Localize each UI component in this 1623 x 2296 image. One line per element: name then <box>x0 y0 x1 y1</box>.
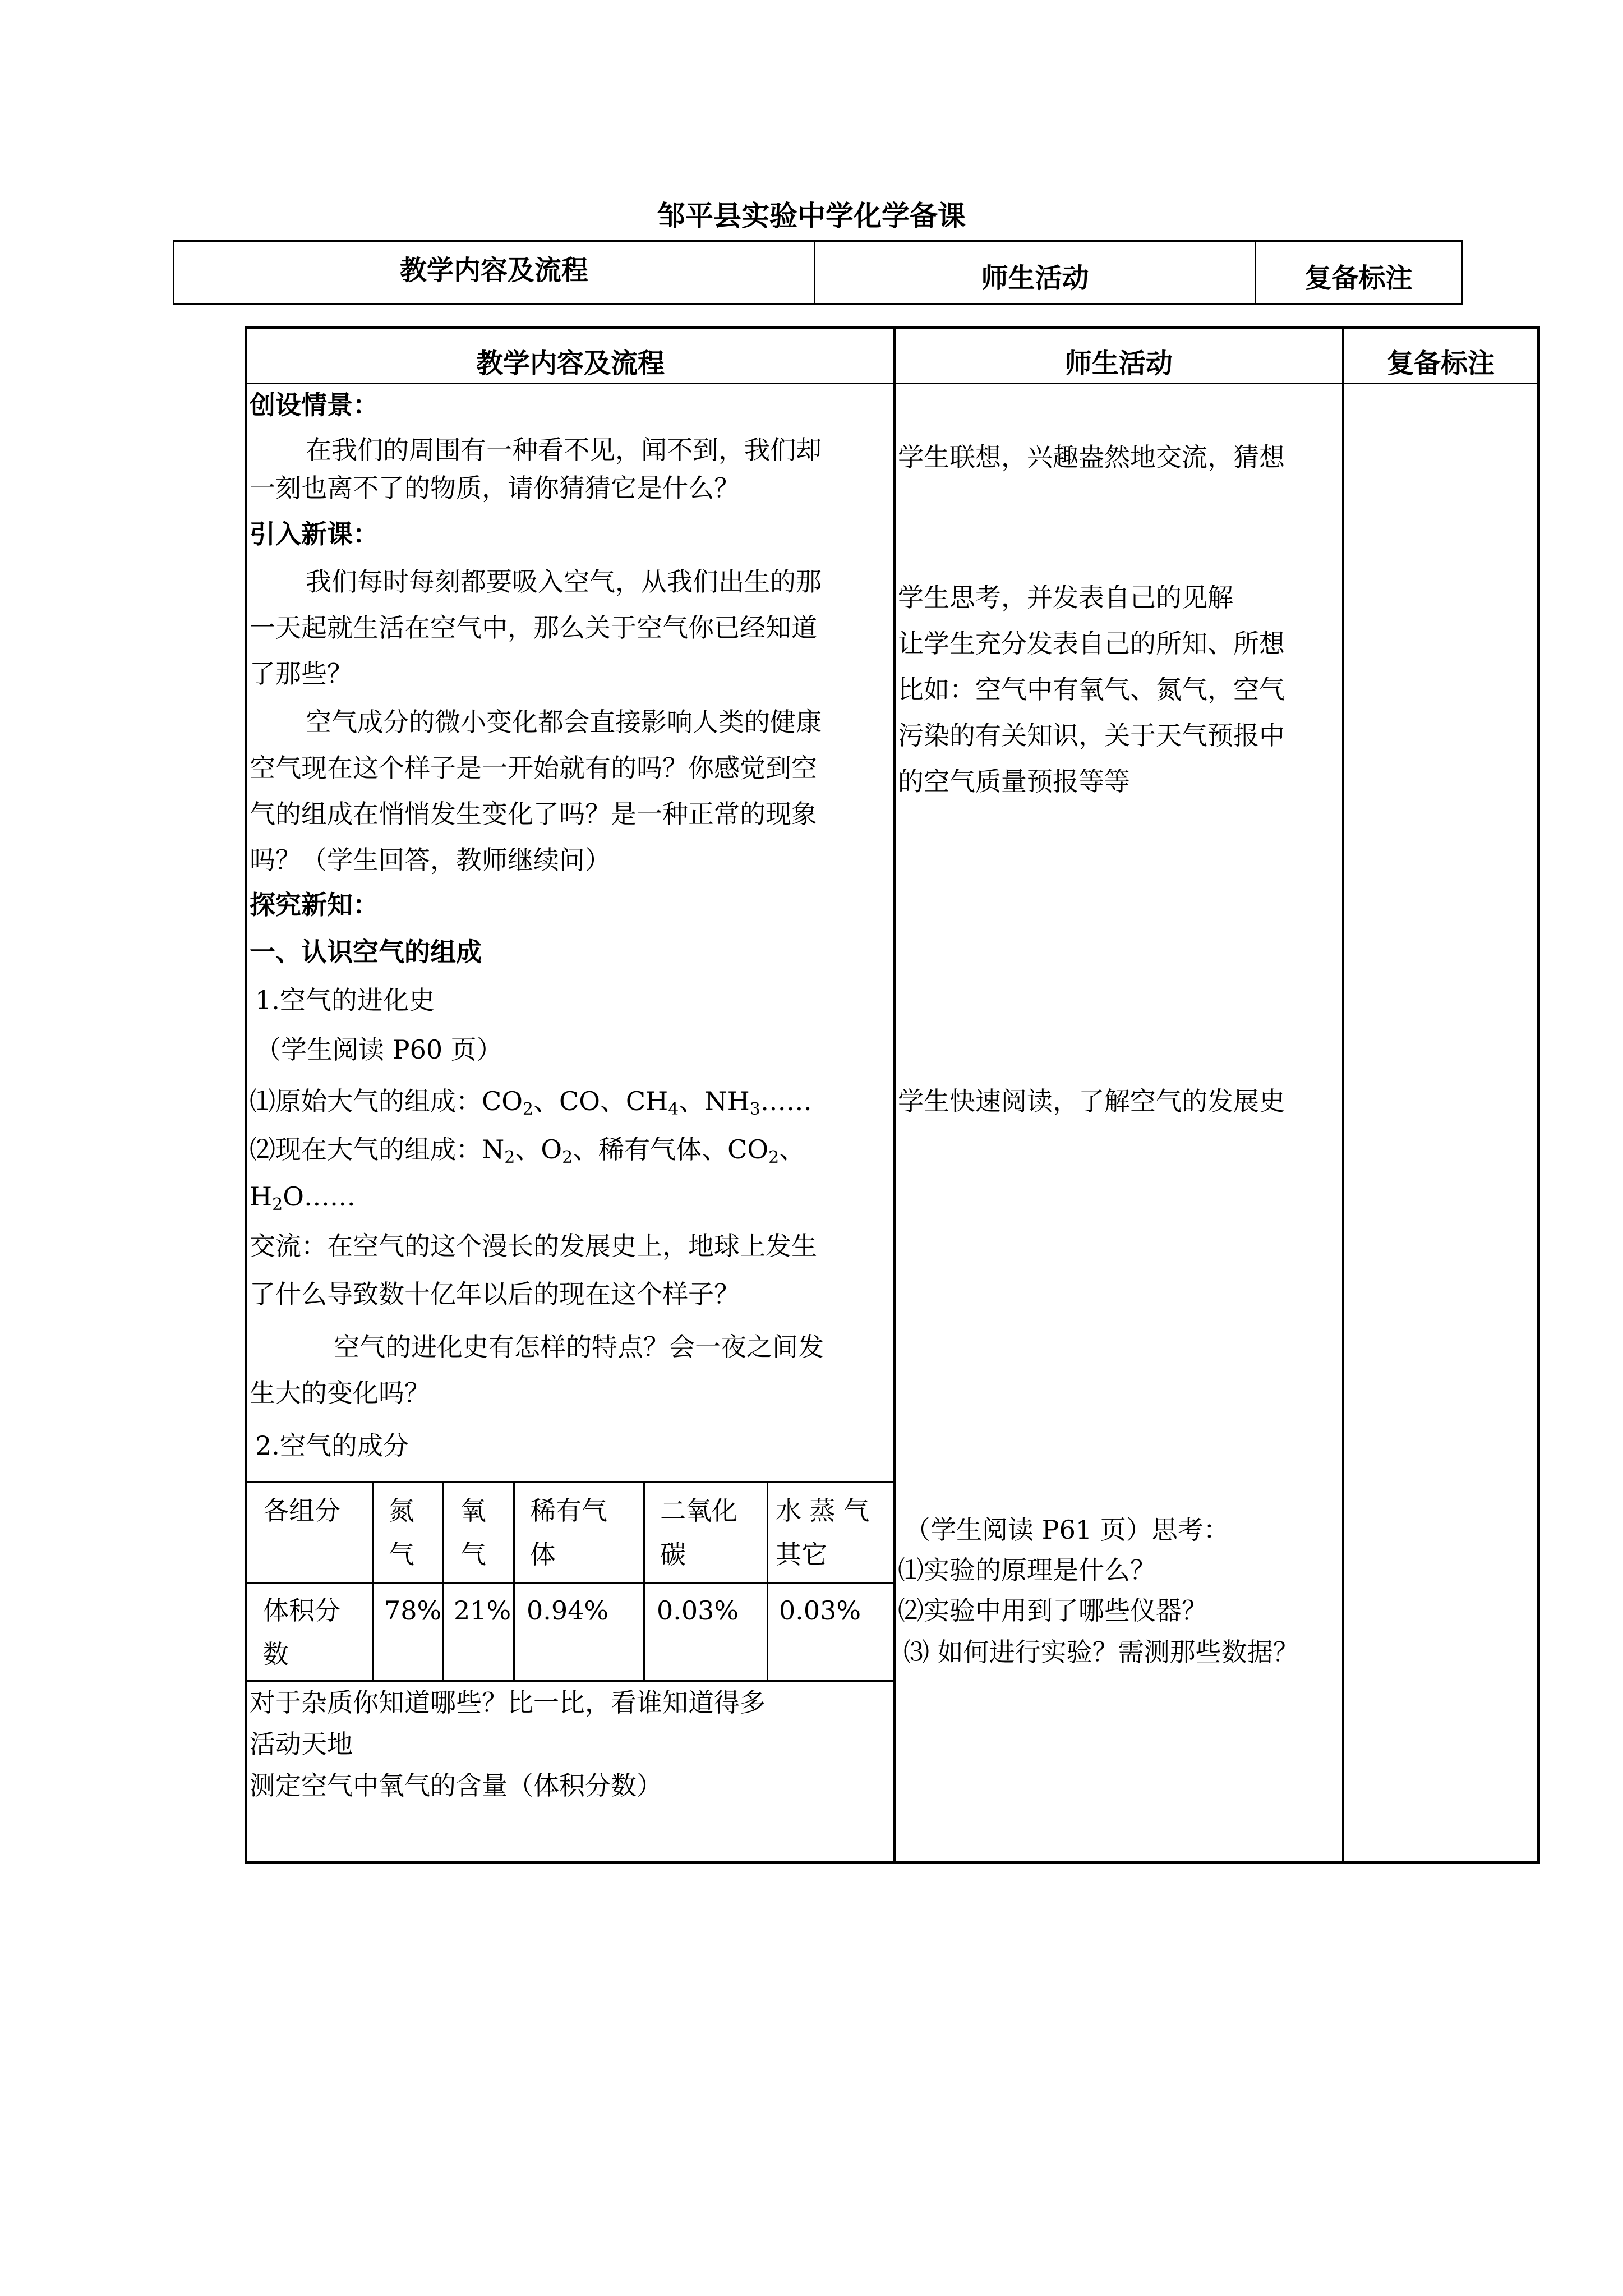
content-line: 空气的进化史有怎样的特点？会一夜之间发 <box>334 1332 824 1362</box>
header-col-notes: 复备标注 <box>1304 263 1413 294</box>
comp-header-nitrogen: 气 <box>389 1539 414 1570</box>
content-line: 空气现在这个样子是一开始就有的吗？你感觉到空 <box>250 753 817 783</box>
content-line: 空气成分的微小变化都会直接影响人类的健康 <box>306 707 822 737</box>
main-header-activity: 师生活动 <box>1064 348 1173 379</box>
section-heading-intro: 引入新课： <box>250 519 379 549</box>
comp-header-co2: 碳 <box>660 1539 686 1570</box>
formula-line-primitive: ⑴原始大气的组成：$CO_2$、CO、$CH_4$、$NH_3\dots\dots$ <box>250 1086 812 1119</box>
section-heading-explore: 探究新知： <box>250 890 379 920</box>
content-line: 了那些？ <box>250 659 353 689</box>
comp-header-nitrogen: 氮 <box>389 1496 414 1526</box>
content-line: 吗？（学生回答，教师继续问） <box>250 845 611 875</box>
page-title: 邹平县实验中学化学备课 <box>657 199 966 232</box>
comp-value-oxygen: 21% <box>454 1595 511 1626</box>
formula-line-current: ⑵现在大气的组成：$N_2$、$O_2$、稀有气体、$CO_2$、 <box>250 1134 805 1167</box>
section-heading-scenario: 创设情景： <box>250 390 379 420</box>
comp-header-noble-gas: 稀有气 <box>530 1496 607 1526</box>
comp-value-water-other: 0.03% <box>779 1595 861 1626</box>
comp-value-noble-gas: 0.94% <box>527 1595 609 1626</box>
content-line: 交流：在空气的这个漫长的发展史上，地球上发生 <box>250 1231 817 1261</box>
content-line: 生大的变化吗？ <box>250 1378 430 1408</box>
content-line: 2.空气的成分 <box>255 1430 409 1461</box>
activity-text: 让学生充分发表自己的所知、所想 <box>898 628 1285 659</box>
header-col-activity: 师生活动 <box>981 263 1089 294</box>
main-header-notes: 复备标注 <box>1386 348 1495 379</box>
activity-text: 学生思考，并发表自己的见解 <box>898 582 1233 613</box>
header-col-content: 教学内容及流程 <box>399 255 588 286</box>
content-line: 在我们的周围有一种看不见，闻不到，我们却 <box>306 435 822 465</box>
comp-header-water-other: 其它 <box>776 1539 827 1570</box>
comp-value-nitrogen: 78% <box>384 1595 442 1626</box>
content-line: （学生阅读 P60 页） <box>255 1034 502 1065</box>
activity-text: （学生阅读 P61 页）思考： <box>905 1515 1229 1545</box>
activity-text: 污染的有关知识，关于天气预报中 <box>898 720 1285 751</box>
subsection-heading: 一、认识空气的组成 <box>250 937 482 967</box>
comp-header-oxygen: 氧 <box>460 1496 486 1526</box>
main-table <box>245 326 1540 1864</box>
content-line: 一天起就生活在空气中，那么关于空气你已经知道 <box>250 613 817 643</box>
comp-header-noble-gas: 体 <box>530 1539 556 1570</box>
content-line: 我们每时每刻都要吸入空气，从我们出生的那 <box>306 567 822 597</box>
activity-text: ⑴实验的原理是什么？ <box>898 1555 1156 1585</box>
activity-text: 学生快速阅读，了解空气的发展史 <box>898 1086 1285 1116</box>
content-line: 对于杂质你知道哪些？比一比，看谁知道得多 <box>250 1687 766 1718</box>
comp-header-co2: 二氧化 <box>660 1496 737 1526</box>
activity-text: 比如：空气中有氧气、氮气，空气 <box>898 674 1285 705</box>
activity-text: 学生联想，兴趣盎然地交流，猜想 <box>898 442 1285 472</box>
content-line: 了什么导致数十亿年以后的现在这个样子？ <box>250 1279 740 1309</box>
comp-row-label: 体积分 <box>263 1595 340 1626</box>
content-line: 1.空气的进化史 <box>255 985 435 1015</box>
comp-value-co2: 0.03% <box>657 1595 739 1626</box>
content-line: 一刻也离不了的物质，请你猜猜它是什么？ <box>250 473 740 503</box>
comp-row-label: 数 <box>263 1639 289 1669</box>
formula-line-water: $H_2O\dots\dots$ <box>250 1181 356 1214</box>
content-line: 气的组成在悄悄发生变化了吗？是一种正常的现象 <box>250 799 817 829</box>
content-line: 活动天地 <box>250 1729 353 1759</box>
composition-table <box>247 1481 893 1681</box>
comp-header-component: 各组分 <box>263 1496 340 1526</box>
comp-header-water-other: 水 蒸 气 <box>776 1496 870 1526</box>
main-header-content: 教学内容及流程 <box>476 348 665 379</box>
activity-text: ⑵实验中用到了哪些仪器？ <box>898 1595 1207 1626</box>
activity-text: ⑶ 如何进行实验？需测那些数据？ <box>903 1637 1299 1667</box>
comp-header-oxygen: 气 <box>460 1539 486 1570</box>
content-line: 测定空气中氧气的含量（体积分数） <box>250 1770 662 1801</box>
activity-text: 的空气质量预报等等 <box>898 766 1130 797</box>
header-table <box>173 240 1463 305</box>
